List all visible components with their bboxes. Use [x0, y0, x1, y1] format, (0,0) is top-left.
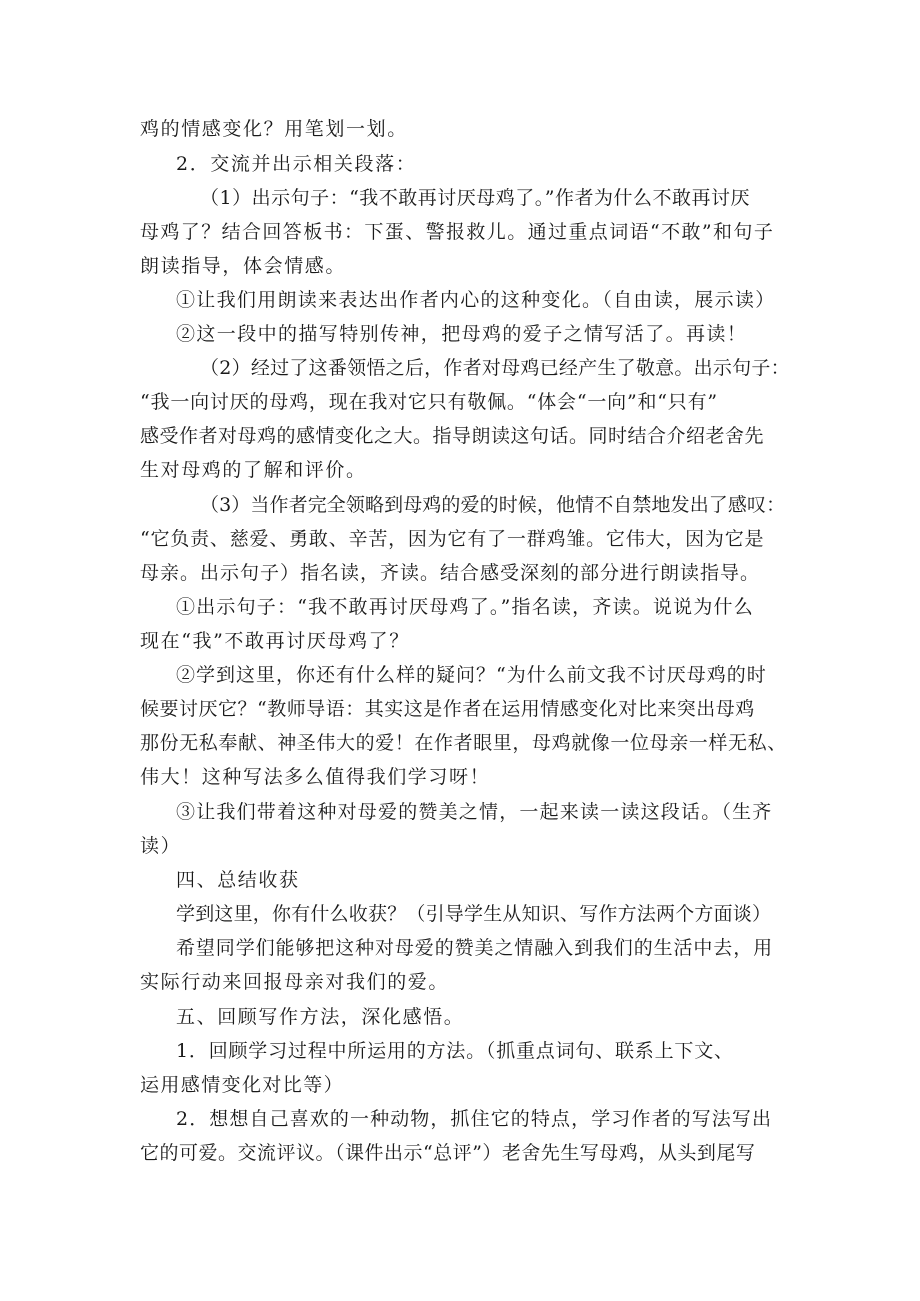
text-line: 朗读指导，体会情感。 [140, 255, 347, 277]
text-line: 生对母鸡的了解和评价。 [140, 459, 367, 481]
text-line: 那份无私奉献、神圣伟大的爱！在作者眼里，母鸡就像一位母亲一样无私、 [140, 732, 787, 754]
text-line: 现在“我”不敢再讨厌母鸡了？ [140, 630, 410, 652]
text-line: 鸡的情感变化？用笔划一划。 [140, 118, 408, 140]
text-line: 感受作者对母鸡的感情变化之大。指导朗读这句话。同时结合介绍老舍先 [140, 425, 765, 447]
text-line: （2）经过了这番领悟之后，作者对母鸡已经产生了敬意。出示句子： [200, 357, 790, 379]
text-line: ②学到这里，你还有什么样的疑问？“为什么前文我不讨厌母鸡的时 [176, 664, 767, 686]
text-line: 读） [140, 835, 182, 857]
text-line: ①让我们用朗读来表达出作者内心的这种变化。（自由读，展示读） [176, 289, 776, 311]
text-line: 它的可爱。交流评议。（课件出示“总评”）老舍先生写母鸡，从头到尾写 [140, 1142, 756, 1164]
text-line: “我一向讨厌的母鸡，现在我对它只有敬佩。“体会“一向”和“只有” [140, 391, 718, 413]
text-line: 希望同学们能够把这种对母爱的赞美之情融入到我们的生活中去，用 [176, 937, 774, 959]
text-line: 伟大！这种写法多么值得我们学习呀！ [140, 766, 491, 788]
section-heading: 五、回顾写作方法，深化感悟。 [176, 1006, 465, 1028]
text-line: 1．回顾学习过程中所运用的方法。（抓重点词句、联系上下文、 [176, 1040, 734, 1062]
text-line: 2．交流并出示相关段落： [176, 153, 417, 175]
text-line: 学到这里，你有什么收获？（引导学生从知识、写作方法两个方面谈） [176, 903, 772, 925]
section-heading: 四、总结收获 [176, 869, 300, 891]
text-line: 母亲。出示句子）指名读，齐读。结合感受深刻的部分进行朗读指导。 [140, 562, 761, 584]
text-line: 2．想想自己喜欢的一种动物，抓住它的特点，学习作者的写法写出 [176, 1108, 773, 1130]
text-line: ①出示句子：“我不敢再讨厌母鸡了。”指名读，齐读。说说为什么 [176, 596, 754, 618]
text-line: 实际行动来回报母亲对我们的爱。 [140, 971, 450, 993]
text-line: （1）出示句子：“我不敢再讨厌母鸡了。”作者为什么不敢再讨厌 [200, 187, 751, 209]
text-line: 运用感情变化对比等） [140, 1074, 345, 1096]
text-line: “它负责、慈爱、勇敢、辛苦，因为它有了一群鸡雏。它伟大，因为它是 [140, 528, 765, 550]
text-line: （3）当作者完全领略到母鸡的爱的时候，他情不自禁地发出了感叹： [200, 494, 786, 516]
text-line: 候要讨厌它？“教师导语：其实这是作者在运用情感变化对比来突出母鸡 [140, 698, 755, 720]
text-line: 母鸡了？结合回答板书：下蛋、警报救儿。通过重点词语“不敢”和句子 [140, 221, 775, 243]
text-line: ③让我们带着这种对母爱的赞美之情，一起来读一读这段话。（生齐 [176, 801, 773, 823]
text-line: ②这一段中的描写特别传神，把母鸡的爱子之情写活了。再读！ [176, 323, 748, 345]
